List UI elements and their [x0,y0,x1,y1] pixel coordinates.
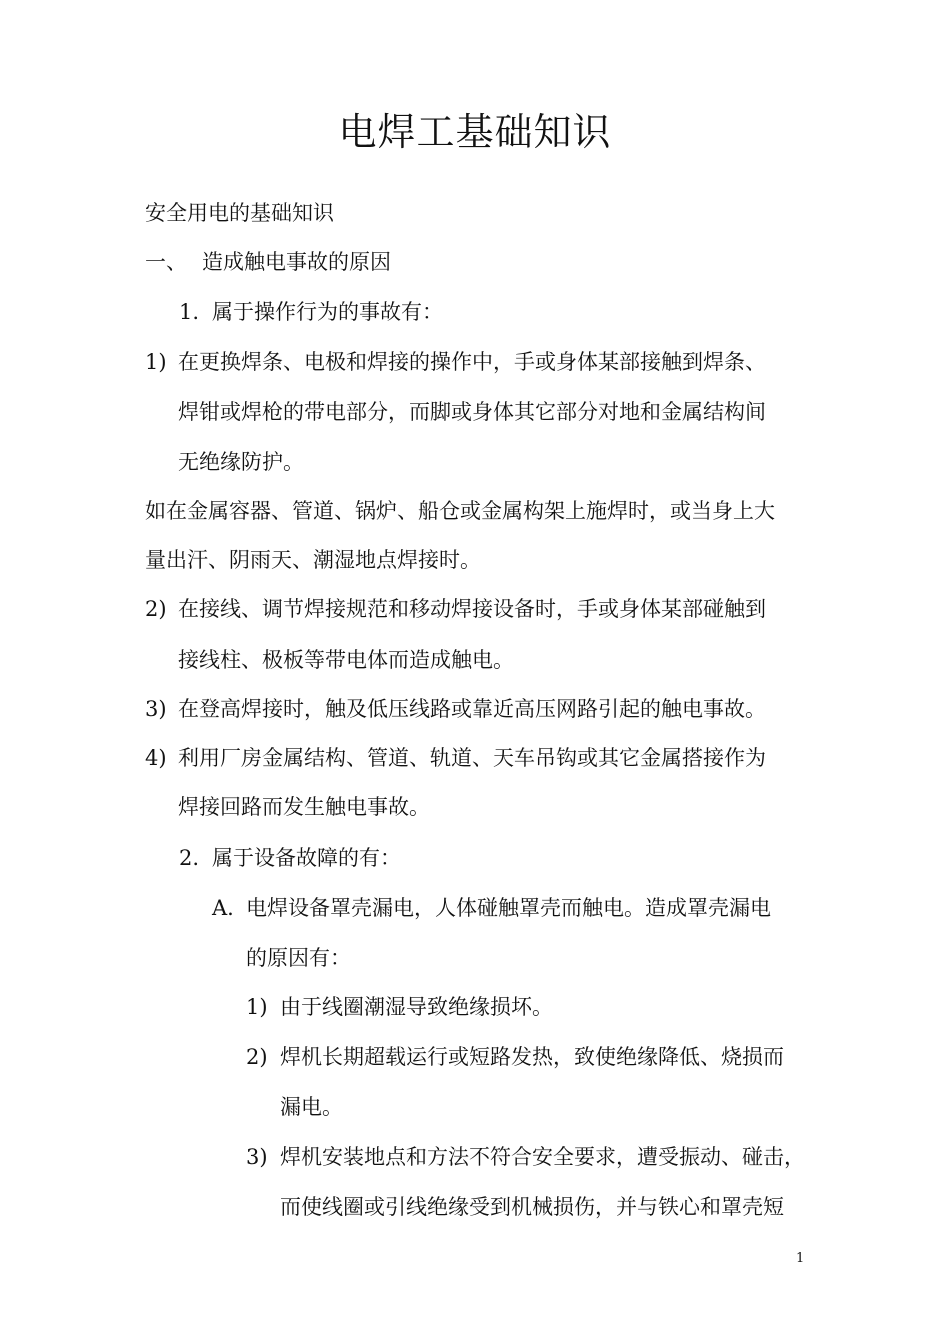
subitem2-marker: 2) [246,1045,268,1069]
document-title: 电焊工基础知识 [338,110,612,154]
item1-line: 无绝缘防护。 [178,450,304,474]
item2-line: 在接线、调节焊接规范和移动焊接设备时，手或身体某部碰触到 [178,597,766,621]
group1-heading: 属于操作行为的事故有： [212,300,443,324]
itemA-line: 的原因有： [246,946,351,970]
subitem2-line: 漏电。 [280,1095,343,1119]
subitem3-line: 而使线圈或引线绝缘受到机械损伤，并与铁心和罩壳短 [280,1195,784,1219]
group2-heading: 属于设备故障的有： [212,846,401,870]
item3-marker: 3) [145,697,167,721]
subitem3-marker: 3) [246,1145,268,1169]
page-number: 1 [796,1251,805,1266]
item1-line: 在更换焊条、电极和焊接的操作中，手或身体某部接触到焊条、 [178,350,766,374]
itemA-line: 电焊设备罩壳漏电，人体碰触罩壳而触电。造成罩壳漏电 [246,896,771,920]
item1-marker: 1) [145,350,167,374]
paragraph-line: 量出汗、阴雨天、潮湿地点焊接时。 [145,548,481,572]
item4-marker: 4) [145,746,167,770]
chapter-marker: 一、 [145,250,187,274]
subitem2-line: 焊机长期超载运行或短路发热，致使绝缘降低、烧损而 [280,1045,784,1069]
item4-line: 焊接回路而发生触电事故。 [178,795,430,819]
item4-line: 利用厂房金属结构、管道、轨道、天车吊钩或其它金属搭接作为 [178,746,766,770]
group2-marker: 2. [179,846,200,870]
subitem1-line: 由于线圈潮湿导致绝缘损坏。 [280,995,553,1019]
chapter-heading: 造成触电事故的原因 [202,250,391,274]
item1-line: 焊钳或焊枪的带电部分，而脚或身体其它部分对地和金属结构间 [178,400,766,424]
item3-line: 在登高焊接时，触及低压线路或靠近高压网路引起的触电事故。 [178,697,766,721]
item2-line: 接线柱、极板等带电体而造成触电。 [178,648,514,672]
paragraph-line: 如在金属容器、管道、锅炉、船仓或金属构架上施焊时，或当身上大 [145,499,775,523]
item2-marker: 2) [145,597,167,621]
itemA-marker: A. [212,896,234,920]
subitem3-line: 焊机安装地点和方法不符合安全要求，遭受振动、碰击， [280,1145,805,1169]
section-heading: 安全用电的基础知识 [145,201,334,225]
group1-marker: 1. [179,300,200,324]
subitem1-marker: 1) [246,995,268,1019]
